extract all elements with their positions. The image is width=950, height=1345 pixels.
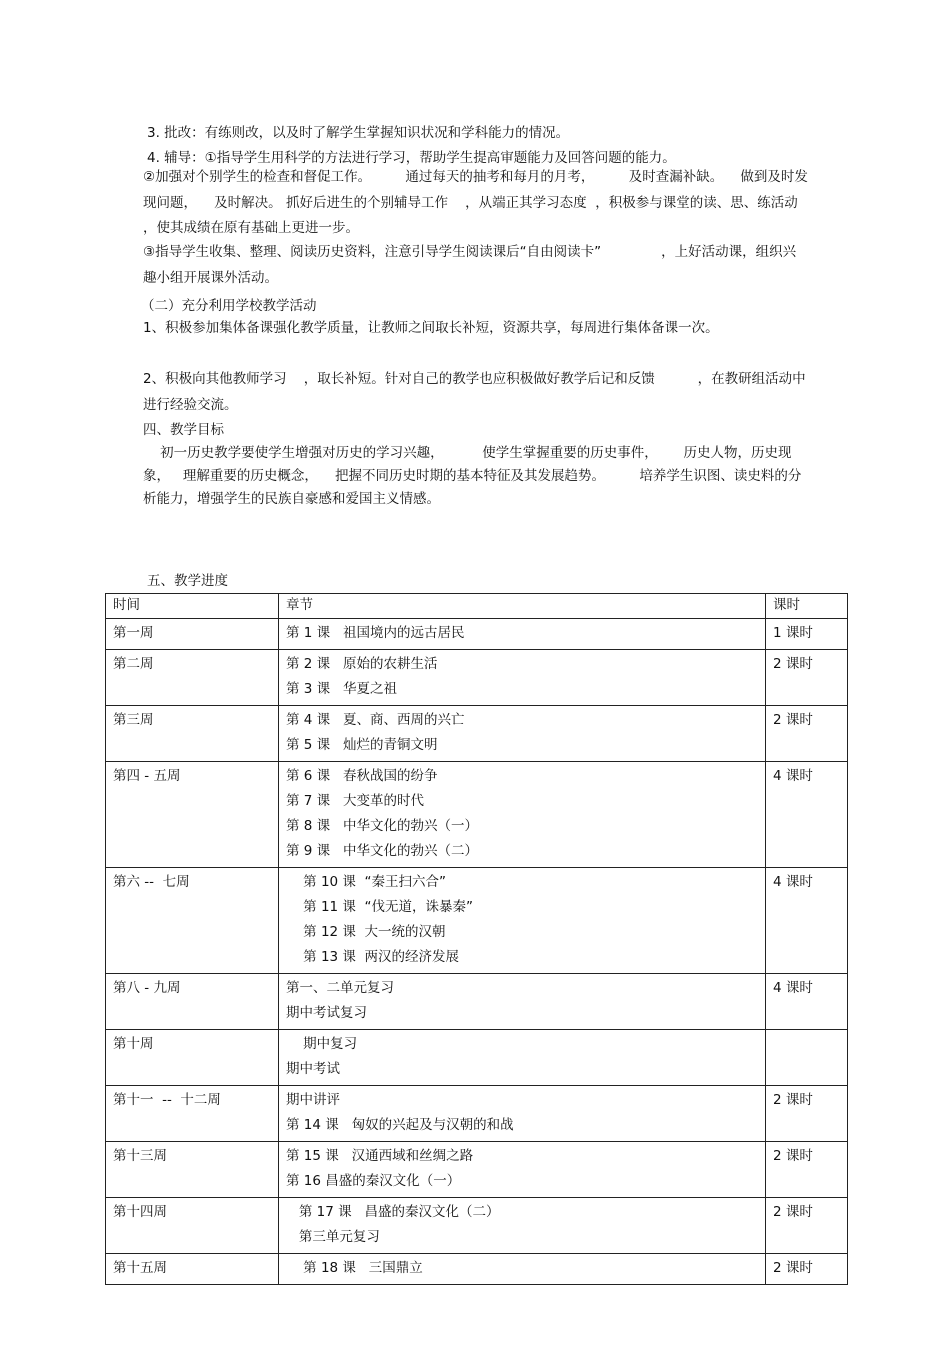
chapter-line: 第 11 课 “伐无道，诛暴秦” bbox=[286, 899, 473, 915]
cell-time: 第十一 -- 十二周 bbox=[106, 1086, 279, 1142]
column-header-time: 时间 bbox=[106, 594, 279, 619]
paragraph-collective-lesson-prep: 1、积极参加集体备课强化教学质量，让教师之间取长补短，资源共享，每周进行集体备课一次。 bbox=[143, 320, 719, 336]
cell-chapters bbox=[279, 1086, 766, 1142]
paragraph-learn-from-teachers: 2、积极向其他教师学习 ，取长补短。针对自己的教学也应积极做好教学后记和反馈 ，在教研组活动中进行经验交流。 bbox=[143, 371, 806, 413]
chapter-line: 第 8 课 中华文化的勃兴（一） bbox=[286, 818, 479, 834]
table-row bbox=[106, 706, 848, 762]
column-header-chapter: 章节 bbox=[279, 594, 766, 619]
column-header-hours: 课时 bbox=[766, 594, 848, 619]
chapter-line: 期中考试复习 bbox=[286, 1005, 367, 1021]
paragraph-reading-materials: ③指导学生收集、整理、阅读历史资料，注意引导学生阅读课后“自由阅读卡” ，上好活动课，组织兴趣小组开展课外活动。 bbox=[143, 244, 797, 286]
cell-time: 第十三周 bbox=[106, 1142, 279, 1198]
cell-hours: 2 课时 bbox=[766, 1254, 848, 1285]
cell-chapters bbox=[279, 1142, 766, 1198]
section-heading-school-activities: （二）充分利用学校教学活动 bbox=[141, 298, 317, 314]
chapter-line: 第一、二单元复习 bbox=[286, 980, 394, 996]
table-row bbox=[106, 650, 848, 706]
cell-time: 第十周 bbox=[106, 1030, 279, 1086]
chapter-line: 第 1 课 祖国境内的远古居民 bbox=[286, 625, 465, 641]
section-heading-teaching-goals: 四、教学目标 bbox=[143, 422, 224, 438]
chapter-line: 第 13 课 两汉的经济发展 bbox=[286, 949, 460, 965]
table-row bbox=[106, 762, 848, 868]
table-row bbox=[106, 1030, 848, 1086]
chapter-line: 第三单元复习 bbox=[286, 1229, 380, 1245]
chapter-line: 第 15 课 汉通西域和丝绸之路 bbox=[286, 1148, 474, 1164]
cell-chapters bbox=[279, 650, 766, 706]
cell-hours: 1 课时 bbox=[766, 619, 848, 650]
cell-chapters bbox=[279, 706, 766, 762]
cell-hours: 2 课时 bbox=[766, 650, 848, 706]
cell-hours: 4 课时 bbox=[766, 974, 848, 1030]
item-tutoring: 4. 辅导：①指导学生用科学的方法进行学习，帮助学生提高审题能力及回答问题的能力。 bbox=[147, 150, 676, 166]
chapter-line: 第 14 课 匈奴的兴起及与汉朝的和战 bbox=[286, 1117, 514, 1133]
cell-chapters bbox=[279, 619, 766, 650]
table-row bbox=[106, 868, 848, 974]
chapter-line: 第 9 课 中华文化的勃兴（二） bbox=[286, 843, 479, 859]
cell-chapters bbox=[279, 762, 766, 868]
cell-time: 第十五周 bbox=[106, 1254, 279, 1285]
cell-time: 第二周 bbox=[106, 650, 279, 706]
chapter-line: 第 6 课 春秋战国的纷争 bbox=[286, 768, 438, 784]
chapter-line: 第 4 课 夏、商、西周的兴亡 bbox=[286, 712, 465, 728]
chapter-line: 第 18 课 三国鼎立 bbox=[286, 1260, 423, 1276]
cell-chapters bbox=[279, 868, 766, 974]
cell-hours: 4 课时 bbox=[766, 868, 848, 974]
paragraph-teaching-goals: 初一历史教学要使学生增强对历史的学习兴趣， 使学生掌握重要的历史事件， 历史人物，历史现象， 理解重要的历史概念， 把握不同历史时期的基本特征及其发展趋势。 培养学生识图、读史料的分析能力，增强学生的民族自豪感和爱国主义情感。 bbox=[143, 445, 802, 507]
table-header-row bbox=[106, 594, 848, 619]
chapter-line: 第 16 昌盛的秦汉文化（一） bbox=[286, 1173, 461, 1189]
cell-time: 第八 - 九周 bbox=[106, 974, 279, 1030]
cell-hours: 2 课时 bbox=[766, 1142, 848, 1198]
chapter-line: 第 17 课 昌盛的秦汉文化（二） bbox=[286, 1204, 500, 1220]
cell-time: 第三周 bbox=[106, 706, 279, 762]
table-row bbox=[106, 974, 848, 1030]
cell-hours bbox=[766, 1030, 848, 1086]
cell-hours: 4 课时 bbox=[766, 762, 848, 868]
chapter-line: 第 2 课 原始的农耕生活 bbox=[286, 656, 438, 672]
cell-chapters bbox=[279, 974, 766, 1030]
table-row bbox=[106, 1142, 848, 1198]
schedule-table bbox=[105, 593, 848, 1285]
cell-time: 第四 - 五周 bbox=[106, 762, 279, 868]
chapter-line: 第 7 课 大变革的时代 bbox=[286, 793, 425, 809]
chapter-line: 第 5 课 灿烂的青铜文明 bbox=[286, 737, 438, 753]
table-row bbox=[106, 1086, 848, 1142]
cell-hours: 2 课时 bbox=[766, 1086, 848, 1142]
chapter-line: 第 3 课 华夏之祖 bbox=[286, 681, 398, 697]
table-row bbox=[106, 1254, 848, 1285]
chapter-line: 期中复习 bbox=[286, 1036, 358, 1052]
cell-time: 第一周 bbox=[106, 619, 279, 650]
cell-chapters bbox=[279, 1254, 766, 1285]
paragraph-individual-check: ②加强对个别学生的检查和督促工作。 通过每天的抽考和每月的月考， 及时查漏补缺。 做到及时发现问题， 及时解决。 抓好后进生的个别辅导工作 ，从端正其学习态度 ，积极参与课堂的读、思、练活动 ，使其成绩在原有基础上更进一步。 bbox=[143, 169, 808, 236]
cell-time: 第六 -- 七周 bbox=[106, 868, 279, 974]
cell-hours: 2 课时 bbox=[766, 1198, 848, 1254]
cell-chapters bbox=[279, 1030, 766, 1086]
chapter-line: 期中讲评 bbox=[286, 1092, 340, 1108]
chapter-line: 期中考试 bbox=[286, 1061, 340, 1077]
table-row bbox=[106, 619, 848, 650]
chapter-line: 第 12 课 大一统的汉朝 bbox=[286, 924, 446, 940]
cell-time: 第十四周 bbox=[106, 1198, 279, 1254]
chapter-line: 第 10 课 “秦王扫六合” bbox=[286, 874, 446, 890]
table-row bbox=[106, 1198, 848, 1254]
cell-chapters bbox=[279, 1198, 766, 1254]
section-heading-teaching-schedule: 五、教学进度 bbox=[147, 573, 228, 589]
item-correction: 3. 批改：有练则改，以及时了解学生掌握知识状况和学科能力的情况。 bbox=[147, 125, 570, 141]
cell-hours: 2 课时 bbox=[766, 706, 848, 762]
